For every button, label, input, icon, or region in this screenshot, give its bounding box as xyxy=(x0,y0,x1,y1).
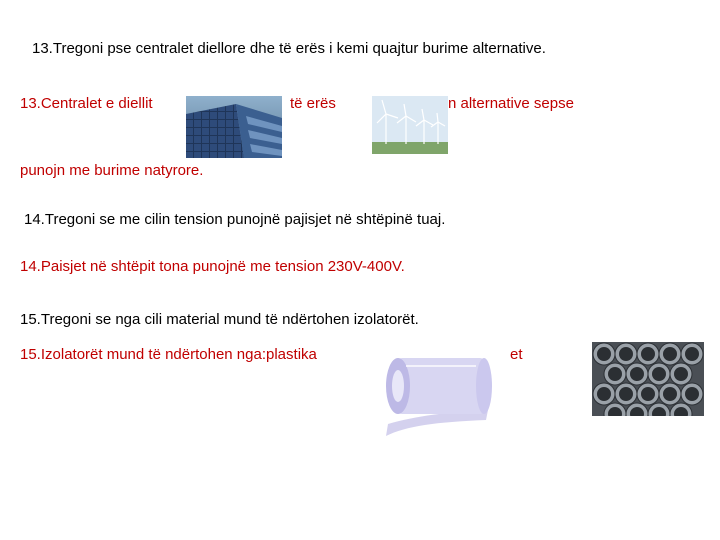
answer-13-part-2: të erës xyxy=(290,95,336,112)
steel-pipes-image xyxy=(592,342,704,416)
question-13: 13.Tregoni pse centralet diellore dhe të erës i kemi quajtur burime alternative. xyxy=(32,40,546,57)
answer-13-part-1: 13.Centralet e diellit xyxy=(20,95,153,112)
plastic-roll-image xyxy=(376,348,496,440)
answer-13-part-4: punojn me burime natyrore. xyxy=(20,162,204,179)
answer-15-part-2: et xyxy=(510,346,523,363)
question-15: 15.Tregoni se nga cili material mund të ndërtohen izolatorët. xyxy=(20,311,419,328)
wind-turbines-image xyxy=(372,96,448,154)
solar-panels-image xyxy=(186,96,282,158)
answer-13-part-3: n alternative sepse xyxy=(448,95,574,112)
answer-15-part-1: 15.Izolatorët mund të ndërtohen nga:plastika xyxy=(20,346,317,363)
answer-14: 14.Paisjet në shtëpit tona punojnë me tension 230V-400V. xyxy=(20,258,405,275)
question-14: 14.Tregoni se me cilin tension punojnë pajisjet në shtëpinë tuaj. xyxy=(24,211,446,228)
